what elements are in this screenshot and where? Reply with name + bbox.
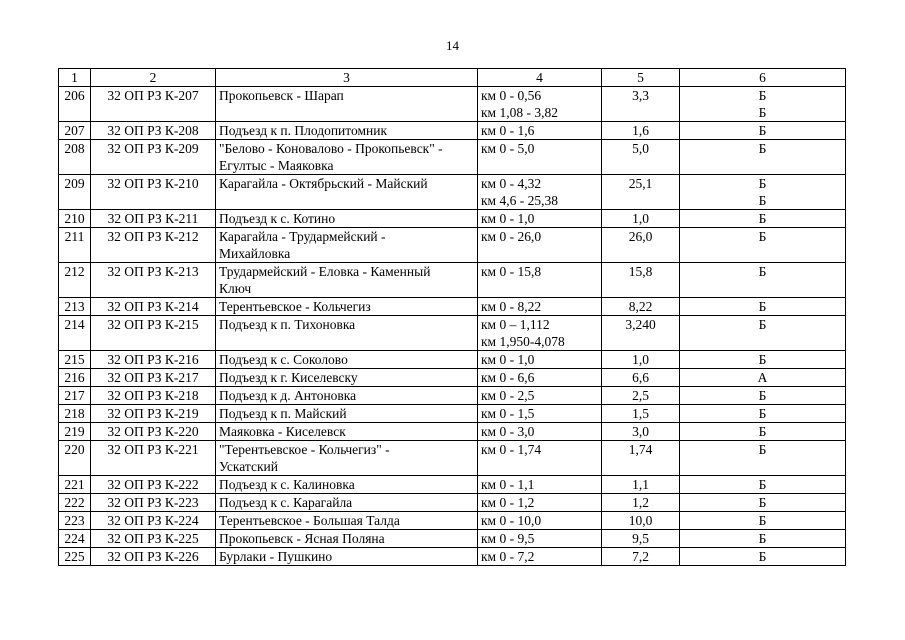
road-name-cell <box>216 405 478 423</box>
road-code-cell: 32 ОП РЗ К-226 <box>91 548 216 566</box>
road-code-cell: 32 ОП РЗ К-223 <box>91 494 216 512</box>
road-name-line: Ускатский <box>219 459 278 474</box>
road-name-line: "Белово - Коновалово - Прокопьевск" - <box>219 141 443 156</box>
road-code-cell: 32 ОП РЗ К-211 <box>91 210 216 228</box>
category-cell <box>680 87 846 122</box>
row-number-cell: 220 <box>59 441 91 476</box>
table-row <box>59 210 846 228</box>
category-line: Б <box>758 88 767 103</box>
road-code-cell: 32 ОП РЗ К-212 <box>91 228 216 263</box>
row-number-cell: 213 <box>59 298 91 316</box>
row-number-cell: 206 <box>59 87 91 122</box>
category-line: Б <box>758 105 767 120</box>
road-name-line: Подъезд к с. Котино <box>219 211 336 226</box>
road-code-cell: 32 ОП РЗ К-215 <box>91 316 216 351</box>
row-number-cell: 221 <box>59 476 91 494</box>
km-range-cell <box>478 476 602 494</box>
km-range-cell <box>478 512 602 530</box>
length-cell: 1,0 <box>602 351 680 369</box>
road-name-cell <box>216 476 478 494</box>
length-cell: 15,8 <box>602 263 680 298</box>
km-range-cell <box>478 298 602 316</box>
column-header: 6 <box>680 69 846 87</box>
km-range-line: км 0 - 26,0 <box>481 229 542 244</box>
table-row <box>59 548 846 566</box>
category-line: Б <box>758 141 767 156</box>
column-header: 4 <box>478 69 602 87</box>
road-name-cell <box>216 494 478 512</box>
road-code-cell: 32 ОП РЗ К-220 <box>91 423 216 441</box>
km-range-line: км 4,6 - 25,38 <box>481 193 558 208</box>
km-range-line: км 0 - 1,74 <box>481 442 542 457</box>
km-range-cell <box>478 369 602 387</box>
km-range-cell <box>478 423 602 441</box>
road-code-cell: 32 ОП РЗ К-225 <box>91 530 216 548</box>
table-row <box>59 228 846 263</box>
category-cell <box>680 175 846 210</box>
row-number-cell: 207 <box>59 122 91 140</box>
road-name-line: "Терентьевское - Кольчегиз" - <box>219 442 390 457</box>
table-row <box>59 316 846 351</box>
category-line: Б <box>758 477 767 492</box>
category-line: А <box>757 370 768 385</box>
category-cell <box>680 122 846 140</box>
road-name-line: Трудармейский - Еловка - Каменный <box>219 264 431 279</box>
road-name-line: Подъезд к п. Плодопитомник <box>219 123 388 138</box>
road-code-cell: 32 ОП РЗ К-216 <box>91 351 216 369</box>
road-name-line: Прокопьевск - Ясная Поляна <box>219 531 385 546</box>
row-number-cell: 215 <box>59 351 91 369</box>
category-cell <box>680 530 846 548</box>
length-cell: 1,74 <box>602 441 680 476</box>
table-row <box>59 175 846 210</box>
row-number-cell: 209 <box>59 175 91 210</box>
table-row <box>59 263 846 298</box>
road-name-line: Бурлаки - Пушкино <box>219 549 333 564</box>
road-name-cell <box>216 263 478 298</box>
road-code-cell: 32 ОП РЗ К-224 <box>91 512 216 530</box>
category-cell <box>680 512 846 530</box>
km-range-line: км 0 - 1,6 <box>481 123 535 138</box>
row-number-cell: 217 <box>59 387 91 405</box>
km-range-line: км 0 - 15,8 <box>481 264 542 279</box>
road-name-cell <box>216 530 478 548</box>
km-range-line: км 0 - 9,5 <box>481 531 535 546</box>
table-row <box>59 512 846 530</box>
road-name-line: Карагайла - Октябрьский - Майский <box>219 176 428 191</box>
km-range-line: км 0 - 2,5 <box>481 388 535 403</box>
road-name-line: Подъезд к с. Соколово <box>219 352 348 367</box>
km-range-line: км 1,08 - 3,82 <box>481 105 558 120</box>
category-cell <box>680 387 846 405</box>
table-row <box>59 369 846 387</box>
category-line: Б <box>758 193 767 208</box>
category-line: Б <box>758 442 767 457</box>
km-range-line: км 0 - 1,2 <box>481 495 535 510</box>
road-name-line: Маяковка - Киселевск <box>219 424 346 439</box>
road-name-line: Карагайла - Трудармейский - <box>219 229 386 244</box>
length-cell: 1,0 <box>602 210 680 228</box>
table-row <box>59 387 846 405</box>
category-line: Б <box>758 211 767 226</box>
category-line: Б <box>758 176 767 191</box>
category-line: Б <box>758 424 767 439</box>
table-row <box>59 298 846 316</box>
category-line: Б <box>758 229 767 244</box>
table-row <box>59 87 846 122</box>
category-line: Б <box>758 352 767 367</box>
km-range-line: км 0 - 0,56 <box>481 88 542 103</box>
road-name-line: Подъезд к п. Майский <box>219 406 347 421</box>
length-cell: 6,6 <box>602 369 680 387</box>
length-cell: 10,0 <box>602 512 680 530</box>
road-name-line: Подъезд к с. Калиновка <box>219 477 355 492</box>
category-cell <box>680 228 846 263</box>
road-name-cell <box>216 175 478 210</box>
category-line: Б <box>758 513 767 528</box>
category-line: Б <box>758 123 767 138</box>
length-cell: 1,2 <box>602 494 680 512</box>
category-cell <box>680 263 846 298</box>
category-line: Б <box>758 406 767 421</box>
road-name-line: Подъезд к г. Киселевску <box>219 370 358 385</box>
category-cell <box>680 494 846 512</box>
road-code-cell: 32 ОП РЗ К-213 <box>91 263 216 298</box>
km-range-cell <box>478 316 602 351</box>
length-cell: 26,0 <box>602 228 680 263</box>
length-cell: 1,5 <box>602 405 680 423</box>
category-line: Б <box>758 549 767 564</box>
km-range-line: км 0 - 1,0 <box>481 352 535 367</box>
road-code-cell: 32 ОП РЗ К-222 <box>91 476 216 494</box>
road-name-cell <box>216 548 478 566</box>
km-range-line: км 1,950-4,078 <box>481 334 565 349</box>
road-name-cell <box>216 140 478 175</box>
km-range-cell <box>478 210 602 228</box>
table-row <box>59 530 846 548</box>
table-row <box>59 122 846 140</box>
length-cell: 1,1 <box>602 476 680 494</box>
road-name-line: Подъезд к с. Карагайла <box>219 495 353 510</box>
road-name-cell <box>216 228 478 263</box>
km-range-cell <box>478 175 602 210</box>
category-line: Б <box>758 495 767 510</box>
length-cell: 8,22 <box>602 298 680 316</box>
category-cell <box>680 441 846 476</box>
length-cell: 1,6 <box>602 122 680 140</box>
km-range-cell <box>478 405 602 423</box>
category-cell <box>680 369 846 387</box>
category-cell <box>680 140 846 175</box>
km-range-cell <box>478 263 602 298</box>
category-line: Б <box>758 317 767 332</box>
row-number-cell: 222 <box>59 494 91 512</box>
km-range-line: км 0 - 8,22 <box>481 299 542 314</box>
road-name-line: Ключ <box>219 281 252 296</box>
row-number-cell: 219 <box>59 423 91 441</box>
length-cell: 9,5 <box>602 530 680 548</box>
km-range-cell <box>478 530 602 548</box>
km-range-line: км 0 - 5,0 <box>481 141 535 156</box>
row-number-cell: 212 <box>59 263 91 298</box>
row-number-cell: 211 <box>59 228 91 263</box>
km-range-line: км 0 - 10,0 <box>481 513 542 528</box>
road-name-cell <box>216 298 478 316</box>
road-code-cell: 32 ОП РЗ К-219 <box>91 405 216 423</box>
table-row <box>59 494 846 512</box>
km-range-cell <box>478 494 602 512</box>
road-code-cell: 32 ОП РЗ К-210 <box>91 175 216 210</box>
category-cell <box>680 476 846 494</box>
km-range-cell <box>478 87 602 122</box>
table-row <box>59 423 846 441</box>
road-name-cell <box>216 122 478 140</box>
road-name-cell <box>216 87 478 122</box>
row-number-cell: 225 <box>59 548 91 566</box>
km-range-line: км 0 - 1,0 <box>481 211 535 226</box>
length-cell: 2,5 <box>602 387 680 405</box>
table-row <box>59 405 846 423</box>
km-range-cell <box>478 441 602 476</box>
length-cell: 3,0 <box>602 423 680 441</box>
table-row <box>59 351 846 369</box>
row-number-cell: 208 <box>59 140 91 175</box>
road-name-line: Прокопьевск - Шарап <box>219 88 344 103</box>
table-row <box>59 441 846 476</box>
length-cell: 25,1 <box>602 175 680 210</box>
category-cell <box>680 298 846 316</box>
row-number-cell: 216 <box>59 369 91 387</box>
road-code-cell: 32 ОП РЗ К-221 <box>91 441 216 476</box>
table-header-row <box>59 69 846 87</box>
road-code-cell: 32 ОП РЗ К-218 <box>91 387 216 405</box>
road-code-cell: 32 ОП РЗ К-214 <box>91 298 216 316</box>
road-code-cell: 32 ОП РЗ К-208 <box>91 122 216 140</box>
road-name-cell <box>216 210 478 228</box>
road-name-line: Подъезд к д. Антоновка <box>219 388 357 403</box>
category-line: Б <box>758 264 767 279</box>
km-range-cell <box>478 140 602 175</box>
road-name-line: Михайловка <box>219 246 291 261</box>
category-cell <box>680 316 846 351</box>
km-range-line: км 0 - 1,1 <box>481 477 535 492</box>
road-name-cell <box>216 387 478 405</box>
road-name-cell <box>216 351 478 369</box>
km-range-line: км 0 - 6,6 <box>481 370 535 385</box>
road-code-cell: 32 ОП РЗ К-207 <box>91 87 216 122</box>
km-range-line: км 0 - 1,5 <box>481 406 535 421</box>
km-range-cell <box>478 122 602 140</box>
category-cell <box>680 351 846 369</box>
row-number-cell: 214 <box>59 316 91 351</box>
road-code-cell: 32 ОП РЗ К-209 <box>91 140 216 175</box>
road-name-cell <box>216 316 478 351</box>
page-number: 14 <box>446 38 459 53</box>
row-number-cell: 224 <box>59 530 91 548</box>
road-code-cell: 32 ОП РЗ К-217 <box>91 369 216 387</box>
road-name-line: Подъезд к п. Тихоновка <box>219 317 356 332</box>
road-name-cell <box>216 423 478 441</box>
length-cell: 7,2 <box>602 548 680 566</box>
km-range-line: км 0 - 4,32 <box>481 176 542 191</box>
roads-table <box>58 68 846 566</box>
table-row <box>59 140 846 175</box>
row-number-cell: 223 <box>59 512 91 530</box>
category-cell <box>680 405 846 423</box>
category-line: Б <box>758 299 767 314</box>
column-header: 1 <box>59 69 91 87</box>
road-name-cell <box>216 369 478 387</box>
length-cell: 5,0 <box>602 140 680 175</box>
road-name-cell <box>216 512 478 530</box>
km-range-cell <box>478 387 602 405</box>
length-cell: 3,3 <box>602 87 680 122</box>
length-cell: 3,240 <box>602 316 680 351</box>
road-name-line: Терентьевское - Большая Талда <box>219 513 400 528</box>
km-range-line: км 0 – 1,112 <box>481 317 550 332</box>
column-header: 3 <box>216 69 478 87</box>
km-range-cell <box>478 351 602 369</box>
km-range-cell <box>478 548 602 566</box>
table-row <box>59 476 846 494</box>
road-name-cell <box>216 441 478 476</box>
road-name-line: Терентьевское - Кольчегиз <box>219 299 371 314</box>
row-number-cell: 218 <box>59 405 91 423</box>
category-cell <box>680 548 846 566</box>
column-header: 5 <box>602 69 680 87</box>
km-range-line: км 0 - 7,2 <box>481 549 535 564</box>
category-line: Б <box>758 531 767 546</box>
km-range-cell <box>478 228 602 263</box>
column-header: 2 <box>91 69 216 87</box>
km-range-line: км 0 - 3,0 <box>481 424 535 439</box>
category-line: Б <box>758 388 767 403</box>
road-name-line: Егултыс - Маяковка <box>219 158 334 173</box>
row-number-cell: 210 <box>59 210 91 228</box>
category-cell <box>680 423 846 441</box>
category-cell <box>680 210 846 228</box>
